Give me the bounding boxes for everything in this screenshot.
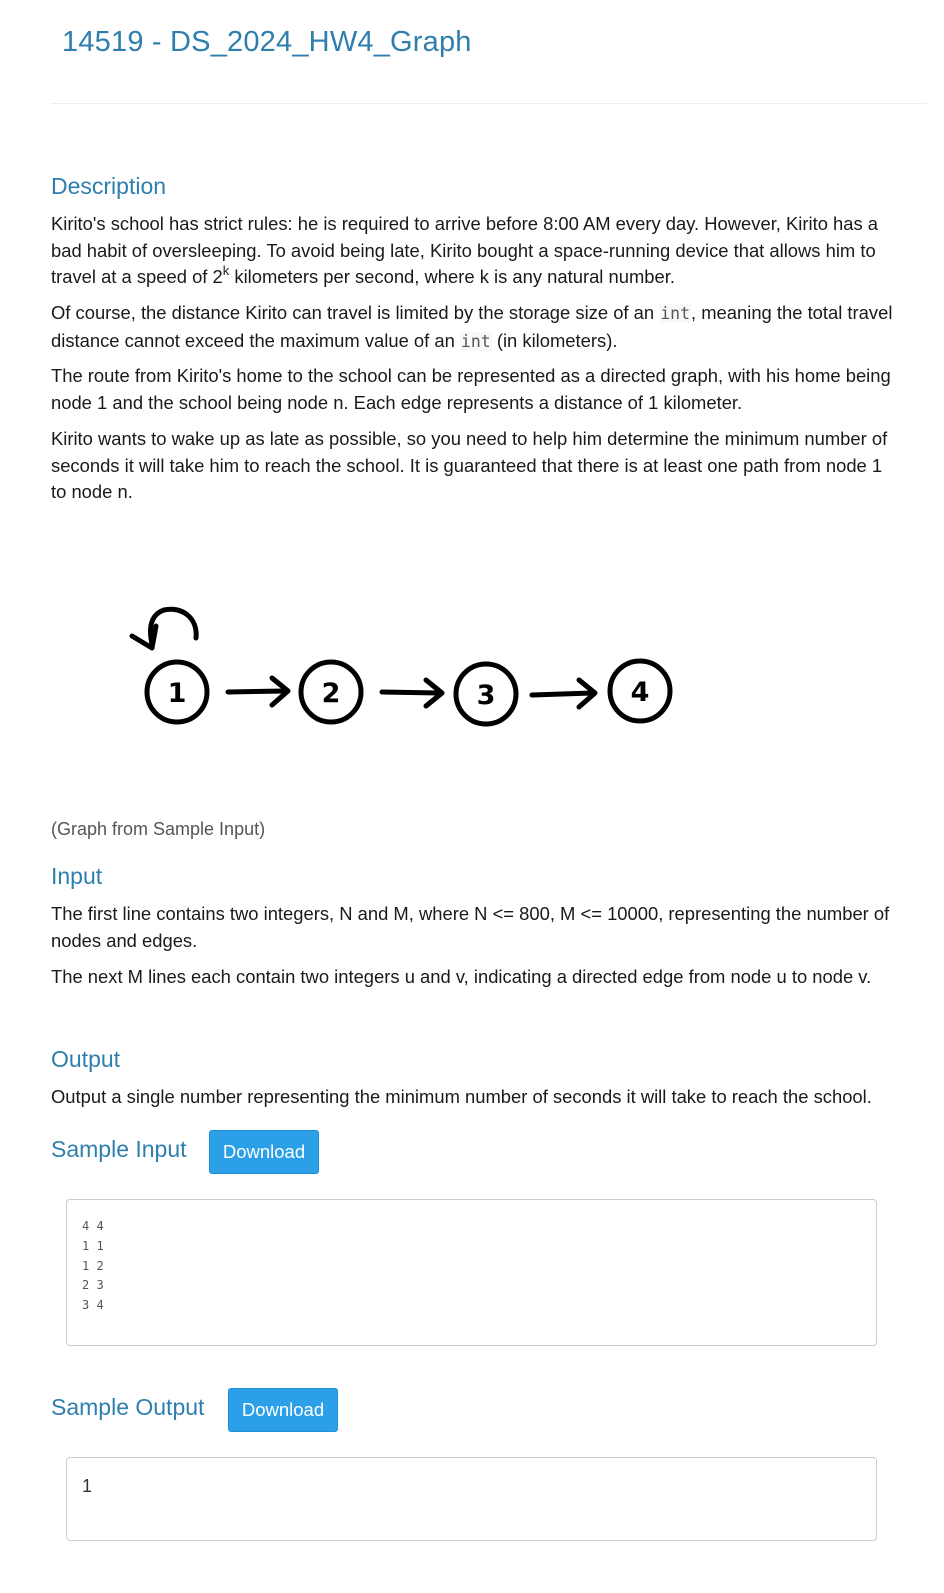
sample-output-heading: Sample Output (51, 1394, 205, 1420)
description-p2-text-mid: , meaning the total travel distance cannot exceed the maximum value of an (51, 302, 893, 351)
int-code: int (660, 304, 691, 323)
edge-1-2 (228, 691, 285, 692)
output-paragraph: Output a single number representing the minimum number of seconds it will take to reach the school. (51, 1086, 872, 1107)
input-heading: Input (51, 863, 103, 889)
description-p1-text-end: kilometers per second, where k is any natural number. (229, 266, 675, 288)
description-p2-text: Of course, the distance Kirito can travel is limited by the storage size of an (51, 302, 660, 323)
int-code: int (460, 331, 491, 351)
graph-node-label: 4 (630, 677, 650, 708)
description-paragraph-2 (51, 300, 901, 355)
description-paragraph-3: The route from Kirito's home to the school can be represented as a directed graph, with his home being node 1 and the school being node n. Each edge represents a distance of 1 kilometer. (51, 365, 891, 413)
input-paragraph-1: The first line contains two integers, N and M, where N <= 800, M <= 10000, representing the number of nodes and edges. (51, 903, 890, 951)
input-paragraph-2: The next M lines each contain two integers u and v, indicating a directed edge from node u to node v. (51, 966, 872, 987)
graph-node-label: 3 (476, 680, 496, 711)
exponent-k: k (222, 263, 230, 279)
problem-title: 14519 - DS_2024_HW4_Graph (62, 26, 472, 58)
description-paragraph-1 (51, 211, 901, 291)
output-heading: Output (51, 1046, 121, 1072)
title-divider (51, 103, 927, 104)
sample-output-content: 1 (82, 1476, 93, 1496)
sample-input-box (66, 1199, 877, 1346)
edge-3-4 (532, 693, 592, 695)
description-p2-text-end: (in kilometers). (491, 329, 618, 351)
graph-caption: (Graph from Sample Input) (51, 819, 266, 839)
sample-graph-image (120, 598, 690, 738)
description-p1-text: Kirito's school has strict rules: he is required to arrive before 8:00 AM every day. However, Kirito has a bad habit of oversleeping. To avoid being late, Kirito bought a space-running device that allows him to travel at a speed of 2 (51, 213, 879, 288)
sample-input-download-button[interactable]: Download (209, 1130, 319, 1174)
edge-2-3 (382, 692, 439, 693)
graph-node-label: 1 (167, 678, 187, 709)
sample-output-download-button[interactable]: Download (228, 1388, 338, 1432)
sample-output-box (66, 1457, 877, 1541)
graph-node-label: 2 (321, 678, 341, 709)
description-heading: Description (51, 173, 167, 199)
description-paragraph-4: Kirito wants to wake up as late as possible, so you need to help him determine the minimum number of seconds it will take him to reach the school. It is guaranteed that there is at least one path from node 1 to node n. (51, 428, 888, 503)
sample-input-content: 4 4 1 1 1 2 2 3 3 4 (82, 1219, 104, 1313)
sample-input-heading: Sample Input (51, 1136, 187, 1162)
